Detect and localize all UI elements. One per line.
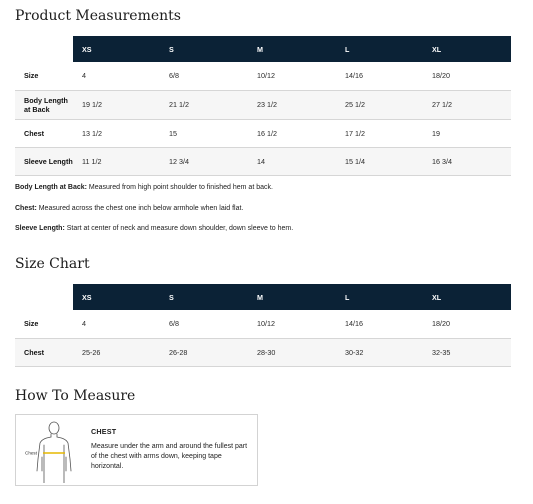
cell: 17 1/2 bbox=[336, 119, 423, 147]
cell: 11 1/2 bbox=[73, 147, 160, 175]
how-to-measure-title: How To Measure bbox=[15, 388, 136, 404]
measurements-header-row bbox=[15, 36, 511, 62]
body-outline-icon bbox=[24, 419, 84, 483]
cell: 18/20 bbox=[423, 310, 511, 338]
row-label: Chest bbox=[15, 338, 73, 366]
cell: 4 bbox=[73, 62, 160, 90]
col-s: S bbox=[160, 284, 248, 310]
note-chest bbox=[15, 205, 243, 212]
cell: 27 1/2 bbox=[423, 90, 511, 119]
col-l: L bbox=[336, 284, 423, 310]
cell: 32-35 bbox=[423, 338, 511, 366]
table-row bbox=[15, 147, 511, 175]
note-term: Sleeve Length: bbox=[15, 225, 65, 232]
cell: 12 3/4 bbox=[160, 147, 248, 175]
cell: 10/12 bbox=[248, 310, 336, 338]
col-xl: XL bbox=[423, 284, 511, 310]
table-row bbox=[15, 62, 511, 90]
figure-chest-label: Chest bbox=[25, 450, 38, 456]
col-m: M bbox=[248, 284, 336, 310]
cell: 10/12 bbox=[248, 62, 336, 90]
product-measurements-title: Product Measurements bbox=[15, 8, 181, 24]
note-text: Start at center of neck and measure down shoulder, down sleeve to hem. bbox=[64, 225, 294, 232]
note-term: Body Length at Back: bbox=[15, 184, 87, 191]
col-xs: XS bbox=[73, 284, 160, 310]
cell: 30-32 bbox=[336, 338, 423, 366]
header-corner bbox=[15, 36, 73, 62]
cell: 16 3/4 bbox=[423, 147, 511, 175]
cell: 14 bbox=[248, 147, 336, 175]
table-row bbox=[15, 310, 511, 338]
cell: 25 1/2 bbox=[336, 90, 423, 119]
table-row bbox=[15, 119, 511, 147]
cell: 6/8 bbox=[160, 310, 248, 338]
note-text: Measured across the chest one inch below armhole when laid flat. bbox=[36, 205, 244, 212]
note-text: Measured from high point shoulder to finished hem at back. bbox=[86, 184, 273, 191]
cell: 15 1/4 bbox=[336, 147, 423, 175]
cell: 28-30 bbox=[248, 338, 336, 366]
cell: 19 1/2 bbox=[73, 90, 160, 119]
cell: 14/16 bbox=[336, 310, 423, 338]
row-label: Sleeve Length bbox=[15, 147, 73, 175]
col-xl: XL bbox=[423, 36, 511, 62]
cell: 14/16 bbox=[336, 62, 423, 90]
card-description: Measure under the arm and around the fullest part of the chest with arms down, keeping tape horizontal. bbox=[91, 443, 248, 470]
cell: 26-28 bbox=[160, 338, 248, 366]
cell: 15 bbox=[160, 119, 248, 147]
note-sleeve-length bbox=[15, 225, 293, 232]
cell: 16 1/2 bbox=[248, 119, 336, 147]
measurements-table bbox=[15, 36, 511, 176]
measure-card-chest bbox=[15, 414, 258, 486]
size-chart-header-row bbox=[15, 284, 511, 310]
note-body-length bbox=[15, 184, 273, 191]
header-corner bbox=[15, 284, 73, 310]
cell: 13 1/2 bbox=[73, 119, 160, 147]
card-heading: CHEST bbox=[91, 427, 117, 436]
table-row bbox=[15, 90, 511, 119]
col-l: L bbox=[336, 36, 423, 62]
cell: 21 1/2 bbox=[160, 90, 248, 119]
row-label: Body Length at Back bbox=[15, 90, 73, 119]
size-chart-title: Size Chart bbox=[15, 256, 90, 272]
cell: 6/8 bbox=[160, 62, 248, 90]
col-xs: XS bbox=[73, 36, 160, 62]
cell: 23 1/2 bbox=[248, 90, 336, 119]
row-label: Chest bbox=[15, 119, 73, 147]
cell: 25-26 bbox=[73, 338, 160, 366]
row-label: Size bbox=[15, 62, 73, 90]
col-m: M bbox=[248, 36, 336, 62]
cell: 4 bbox=[73, 310, 160, 338]
col-s: S bbox=[160, 36, 248, 62]
cell: 19 bbox=[423, 119, 511, 147]
cell: 18/20 bbox=[423, 62, 511, 90]
table-row bbox=[15, 338, 511, 366]
size-chart-table bbox=[15, 284, 511, 367]
note-term: Chest: bbox=[15, 205, 37, 212]
row-label: Size bbox=[15, 310, 73, 338]
